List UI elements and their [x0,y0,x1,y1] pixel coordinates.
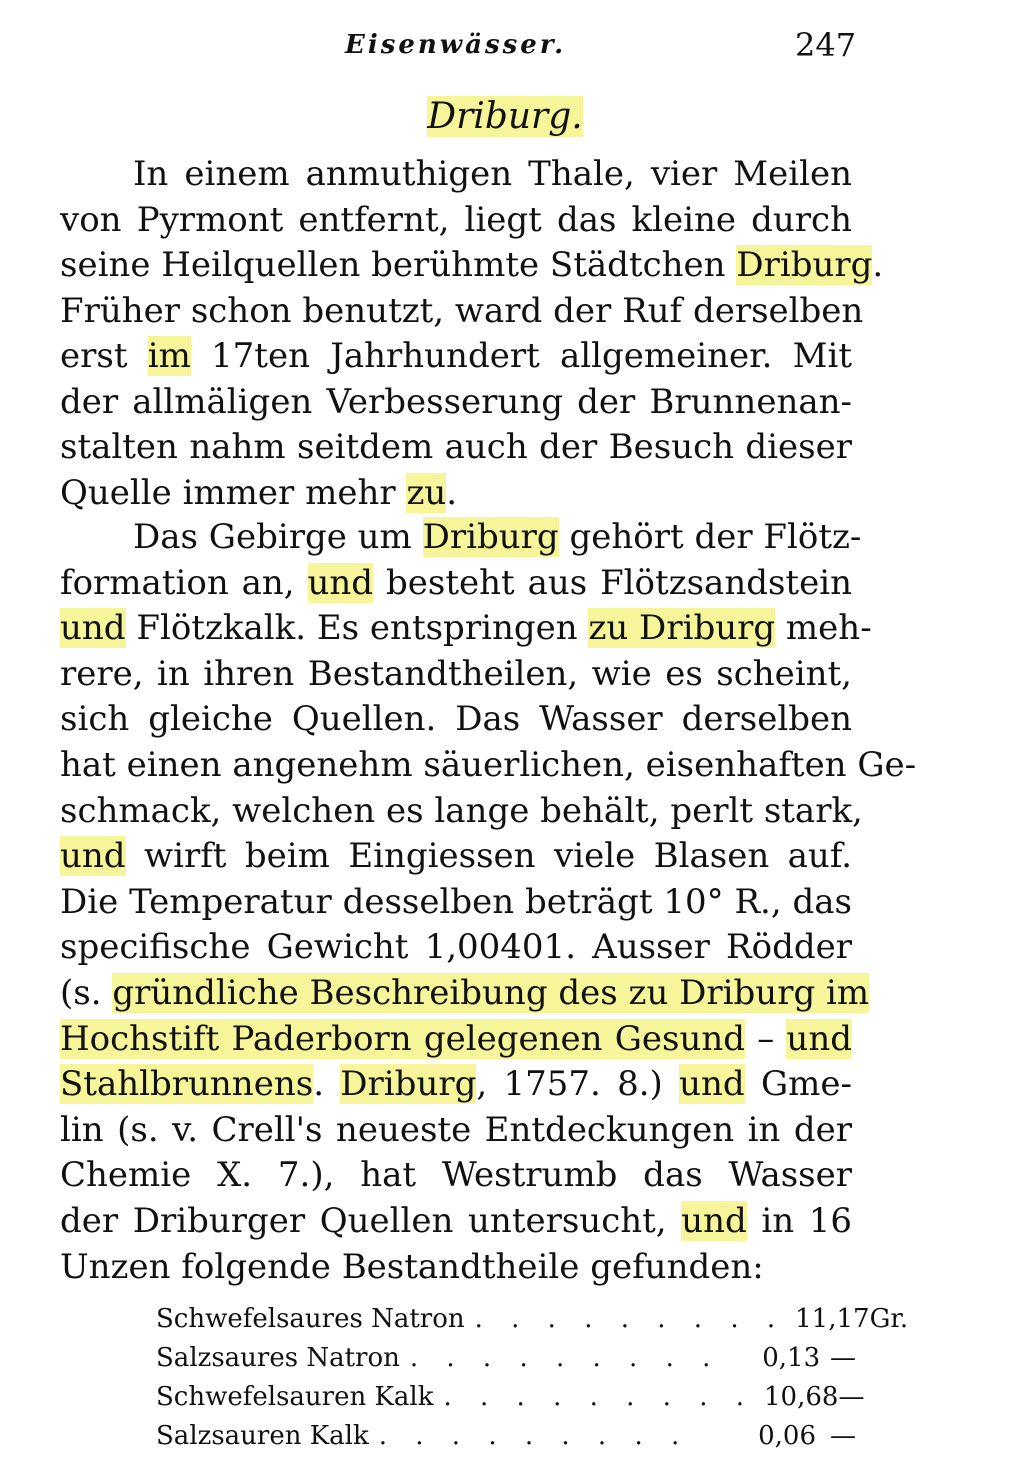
text-line [60,380,852,424]
text-line [60,1017,852,1061]
text-line [60,289,864,333]
ingredient-value: 10,68 [764,1382,839,1412]
text-segment: der allmäligen Verbesserung der Brunnenan- [60,381,852,422]
table-row [156,1339,856,1378]
highlighted-term: Driburg [736,245,873,285]
text-segment: formation an, [60,562,308,603]
highlighted-term: und [60,608,126,649]
text-segment: besteht aus Flötzsandstein [373,562,852,603]
ingredient-value: 0,06 [758,1421,816,1451]
text-segment: . [446,472,458,513]
text-line [60,971,870,1015]
text-segment: Die Temperatur desselben beträgt 10° R., das [60,881,852,922]
text-segment: 17ten Jahrhundert allgemeiner. Mit [190,336,852,376]
text-segment: specifische Gewicht 1,00401. Ausser Rödder [60,927,852,968]
highlighted-term: Driburg [340,1064,477,1105]
highlighted-term: zu [406,472,447,513]
text-line [133,152,852,196]
highlighted-term: im [147,336,191,376]
table-row [156,1417,856,1456]
text-segment: hat einen angenehm säuerlichen, eisenhaften Ge- [60,745,917,785]
leader-dots: . . . . . . . . . [474,1304,786,1334]
text-line [60,243,884,287]
text-segment: von Pyrmont entfernt, liegt das kleine durch [60,199,852,240]
text-segment: sich gleiche Quellen. Das Wasser derselben [60,699,852,740]
ingredient-unit: Gr. [869,1304,909,1334]
text-segment: Unzen folgende Bestandtheile gefunden: [60,1246,764,1287]
ingredient-unit: — [838,1382,865,1412]
text-segment: . [872,245,884,285]
highlighted-term: zu Driburg [588,608,776,649]
running-header: Eisenwässer. [345,30,567,60]
leader-dots: . . . . . . . . . [443,1382,754,1412]
text-segment: erst [60,336,148,376]
section-title-text: Driburg. [427,96,583,137]
text-line [60,471,852,515]
text-segment: der Driburger Quellen untersucht, [60,1201,682,1241]
highlighted-term: und [307,562,374,603]
text-segment: gehört der Flötz- [558,517,862,557]
text-segment: meh- [775,608,872,649]
highlighted-term: Stahlbrunnens [60,1064,314,1105]
highlighted-term: und [786,1018,852,1059]
text-segment: . [313,1064,341,1105]
text-segment: rere, in ihren Bestandtheilen, wie es scheint, [60,653,852,694]
text-line [60,1062,852,1106]
ingredients-table [156,1300,909,1456]
ingredient-name: Schwefelsauren Kalk [156,1382,434,1412]
highlighted-term: und [681,1201,747,1241]
ingredient-name: Salzsauren Kalk [156,1421,369,1451]
highlighted-term: gründliche Beschreibung des zu Driburg im [112,973,870,1013]
highlighted-term: Driburg [422,517,559,557]
text-line [60,1199,852,1243]
text-line [60,652,852,696]
text-segment: Chemie X. 7.), hat Westrumb das Wasser [60,1155,852,1196]
text-segment: wirft beim Eingiessen viele Blasen auf. [125,836,852,877]
ingredient-name: Salzsaures Natron [156,1343,400,1373]
section-title [0,96,1010,137]
text-segment: Früher schon benutzt, ward der Ruf derselben [60,290,864,331]
text-line [60,1108,852,1152]
table-row [156,1300,909,1339]
text-segment: Quelle immer mehr [60,472,407,513]
text-segment: Flötzkalk. Es entspringen [125,608,589,649]
text-line [60,789,863,833]
text-segment: stalten nahm seitdem auch der Besuch dieser [60,427,852,467]
ingredient-unit: — [830,1421,856,1451]
table-row [156,1378,865,1417]
highlighted-term: und [60,836,126,877]
text-segment: In einem anmuthigen Thale, vier Meilen [133,154,852,194]
leader-dots: . . . . . . . . . [409,1343,721,1373]
text-segment: – [745,1018,787,1059]
text-line [60,561,852,605]
text-segment: (s. [60,973,113,1013]
text-line [60,334,852,378]
text-line [60,198,852,242]
text-line [60,743,917,787]
ingredient-value: 0,13 [762,1343,821,1373]
text-line [60,425,852,469]
page-number: 247 [795,26,857,64]
ingredient-unit: — [830,1343,856,1373]
leader-dots: . . . . . . . . . [378,1421,690,1451]
text-line [60,1153,852,1197]
text-segment: seine Heilquellen berühmte Städtchen [60,245,737,285]
text-line [60,880,852,924]
text-segment: in 16 [746,1201,852,1241]
text-segment: schmack, welchen es lange behält, perlt stark, [60,790,863,831]
text-line [60,925,852,969]
text-segment: Gme- [744,1064,852,1105]
ingredient-value: 11,17 [795,1304,870,1334]
highlighted-term: und [679,1064,745,1105]
ingredient-name: Schwefelsaures Natron [156,1304,465,1334]
text-line [60,697,852,741]
text-line [60,1245,852,1289]
text-segment: Das Gebirge um [133,517,423,557]
text-line [133,515,862,559]
text-line [60,834,852,878]
text-line [60,606,872,650]
text-segment: , 1757. 8.) [476,1064,680,1105]
highlighted-term: Hochstift Paderborn gelegenen Gesund [60,1018,746,1059]
text-segment: lin (s. v. Crell's neueste Entdeckungen in der [60,1109,852,1150]
